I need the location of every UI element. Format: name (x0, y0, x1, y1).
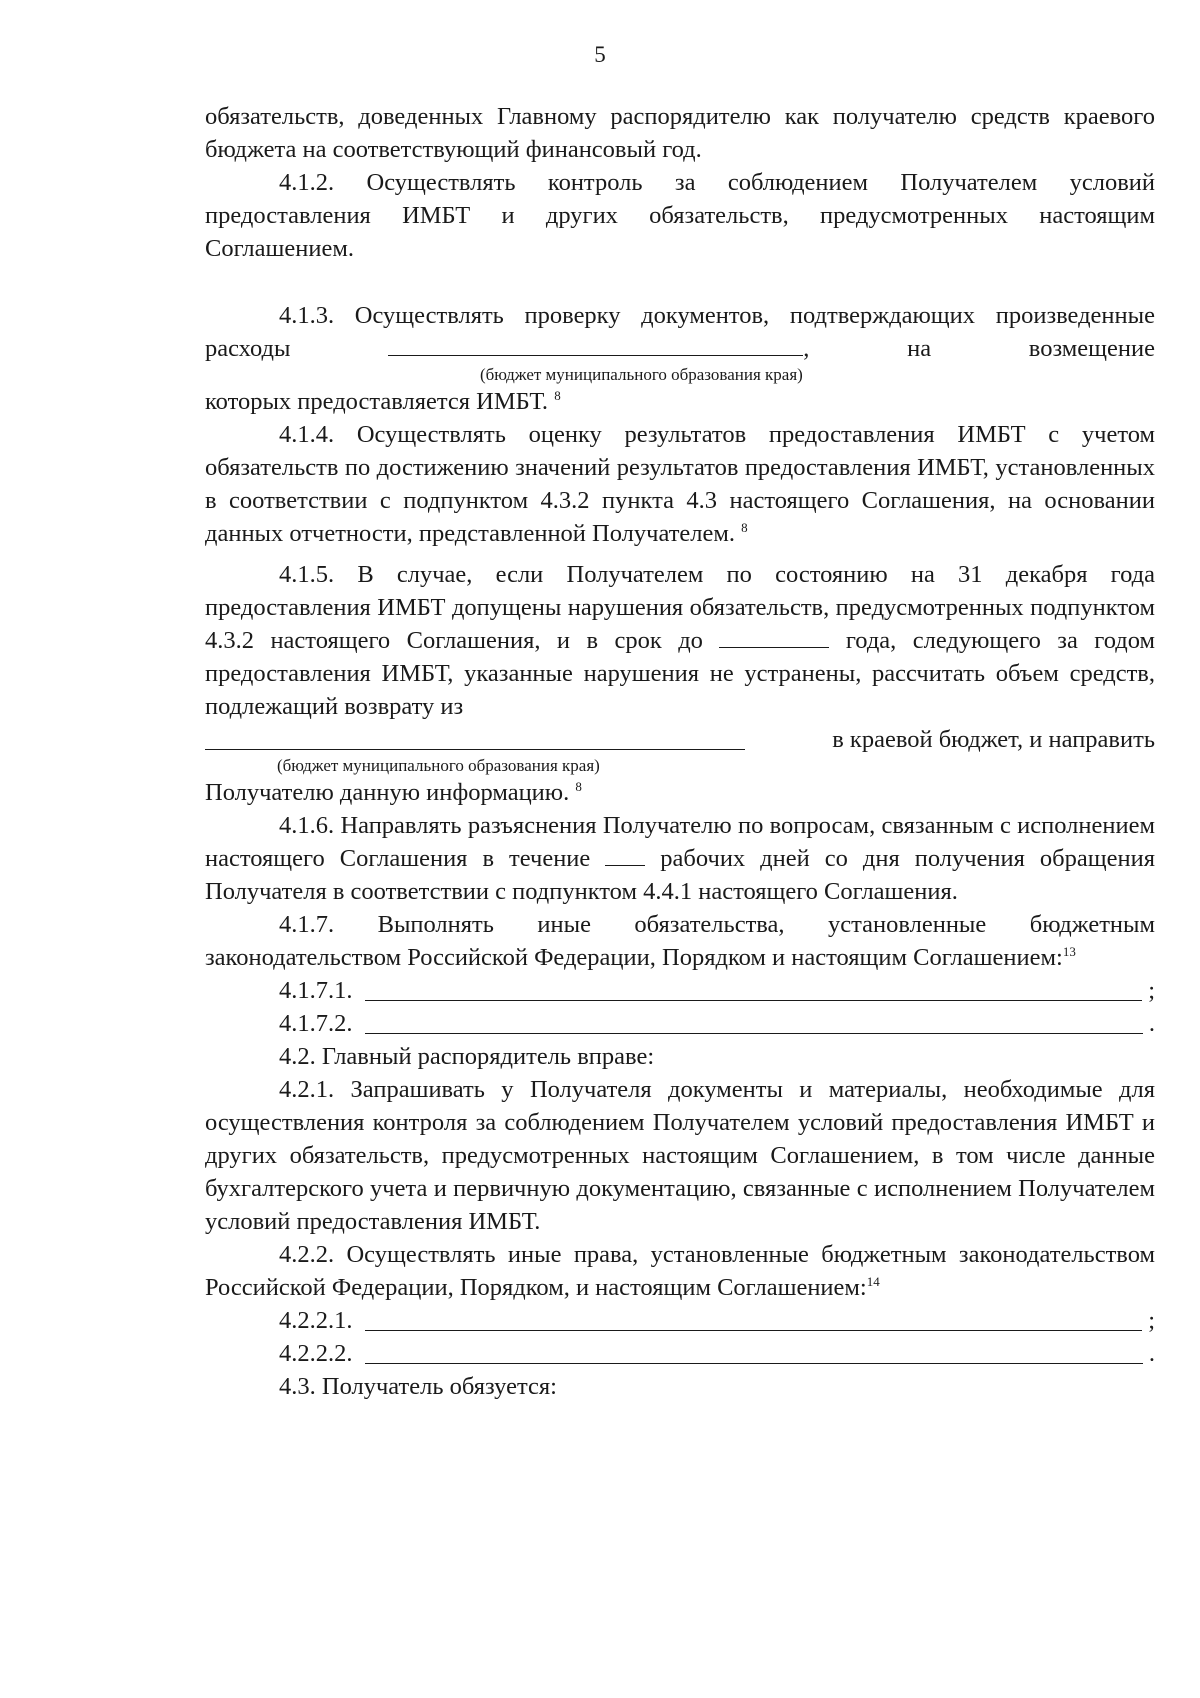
paragraph-4-2-1: 4.2.1. Запрашивать у Получателя документы и материалы, необходимые для осуществления контроля за соблюдением Получателем условий предоставления ИМБТ и других обязательств, предусмотренных настоящим Соглашением, в том числе данные бухгалтерского учета и первичную документацию, связанные с исполнением Получателем условий предоставления ИМБТ. (205, 1076, 1155, 1235)
blank-line (365, 1011, 1143, 1034)
p416-part-b: рабочих дней со дня получения обращения Получателя в соответствии с подпунктом 4.4.1 настоящего Соглашения. (205, 845, 1155, 905)
paragraph-4-1-6 (205, 809, 1155, 908)
blank-budget-return-field (205, 727, 745, 750)
footnote-ref: 8 (554, 387, 561, 403)
p415-part-a: 4.1.5. В случае, если Получателем по состоянию на 31 декабря года предоставления ИМБТ допущены нарушения обязательств, предусмотренных подпунктом 4.3.2 настоящего Соглашения, и в срок до (205, 561, 1155, 654)
item-end-punct: ; (1148, 1307, 1155, 1334)
footnote-ref: 8 (741, 519, 748, 535)
footnote-ref: 13 (1062, 943, 1076, 959)
item-label: 4.2.2.2. (279, 1340, 353, 1367)
p417-text: 4.1.7. Выполнять иные обязательства, установленные бюджетным законодательством Российской Федерации, Порядком и настоящим Соглашением: (205, 911, 1155, 971)
p416-part-a: 4.1.6. Направлять разъяснения Получателю по вопросам, связанным с исполнением настоящего Соглашения в течение (205, 812, 1155, 872)
item-label: 4.2.2.1. (279, 1307, 353, 1334)
paragraph-continuation: обязательств, доведенных Главному распорядителю как получателю средств краевого бюджета на соответствующий финансовый год. (205, 103, 1155, 163)
paragraph-4-2-2 (205, 1238, 1155, 1304)
paragraph-4-1-3 (205, 299, 1155, 418)
p415-part-c: в краевой бюджет, и направить (832, 726, 1155, 753)
p413-part-c: которых предоставляется ИМБТ. (205, 388, 549, 415)
note-budget-caption: (бюджет муниципального образования края) (480, 365, 803, 384)
note-budget-caption-2: (бюджет муниципального образования края) (277, 756, 600, 775)
item-end-punct: . (1148, 1010, 1155, 1037)
document-body (205, 100, 1155, 1403)
p415-part-b: года, следующего за годом предоставления ИМБТ, указанные нарушения не устранены, рассчитать объем средств, подлежащий возврату из (205, 627, 1156, 720)
p415-part-d: Получателю данную информацию. (205, 779, 570, 806)
item-end-punct: ; (1148, 977, 1155, 1004)
blank-line (365, 978, 1143, 1001)
blank-line (365, 1308, 1143, 1331)
blank-line (365, 1341, 1143, 1364)
paragraph-4-1-3-text (205, 299, 1155, 365)
paragraph-4-1-5-text (205, 558, 1155, 723)
paragraph-4-2: 4.2. Главный распорядитель вправе: (279, 1043, 655, 1070)
item-4-2-2-1 (205, 1304, 1155, 1337)
item-4-1-7-1 (205, 974, 1155, 1007)
paragraph-4-1-2: 4.1.2. Осуществлять контроль за соблюдением Получателем условий предоставления ИМБТ и других обязательств, предусмотренных настоящим Соглашением. (205, 169, 1155, 262)
paragraph-4-3: 4.3. Получатель обязуется: (279, 1373, 557, 1400)
p422-text: 4.2.2. Осуществлять иные права, установленные бюджетным законодательством Российской Федерации, Порядком, и настоящим Соглашением: (205, 1241, 1155, 1301)
item-end-punct: . (1148, 1340, 1155, 1367)
footnote-ref: 8 (575, 778, 582, 794)
blank-deadline-field (719, 625, 829, 648)
item-4-2-2-2 (205, 1337, 1155, 1370)
item-label: 4.1.7.1. (279, 977, 353, 1004)
paragraph-4-1-5-end (205, 776, 1155, 809)
item-label: 4.1.7.2. (279, 1010, 353, 1037)
paragraph-4-1-5 (205, 558, 1155, 809)
blank-days-field (605, 843, 645, 866)
paragraph-4-1-7 (205, 908, 1155, 974)
p414-text: 4.1.4. Осуществлять оценку результатов предоставления ИМБТ с учетом обязательств по достижению значений результатов предоставления ИМБТ, установленных в соответствии с подпунктом 4.3.2 пункта 4.3 настоящего Соглашения, на основании данных отчетности, представленной Получателем. (205, 421, 1155, 547)
footnote-ref: 14 (866, 1273, 880, 1289)
page-number: 5 (594, 42, 606, 67)
item-4-1-7-2 (205, 1007, 1155, 1040)
p413-part-a: 4.1.3. Осуществлять проверку документов, подтверждающих произведенные расходы (205, 302, 1155, 362)
budget-return-line (205, 723, 1155, 756)
blank-budget-field (388, 333, 803, 356)
paragraph-4-1-3-end (205, 385, 1155, 418)
p413-part-b: , на возмещение (803, 335, 1156, 362)
paragraph-4-1-4 (205, 418, 1155, 550)
